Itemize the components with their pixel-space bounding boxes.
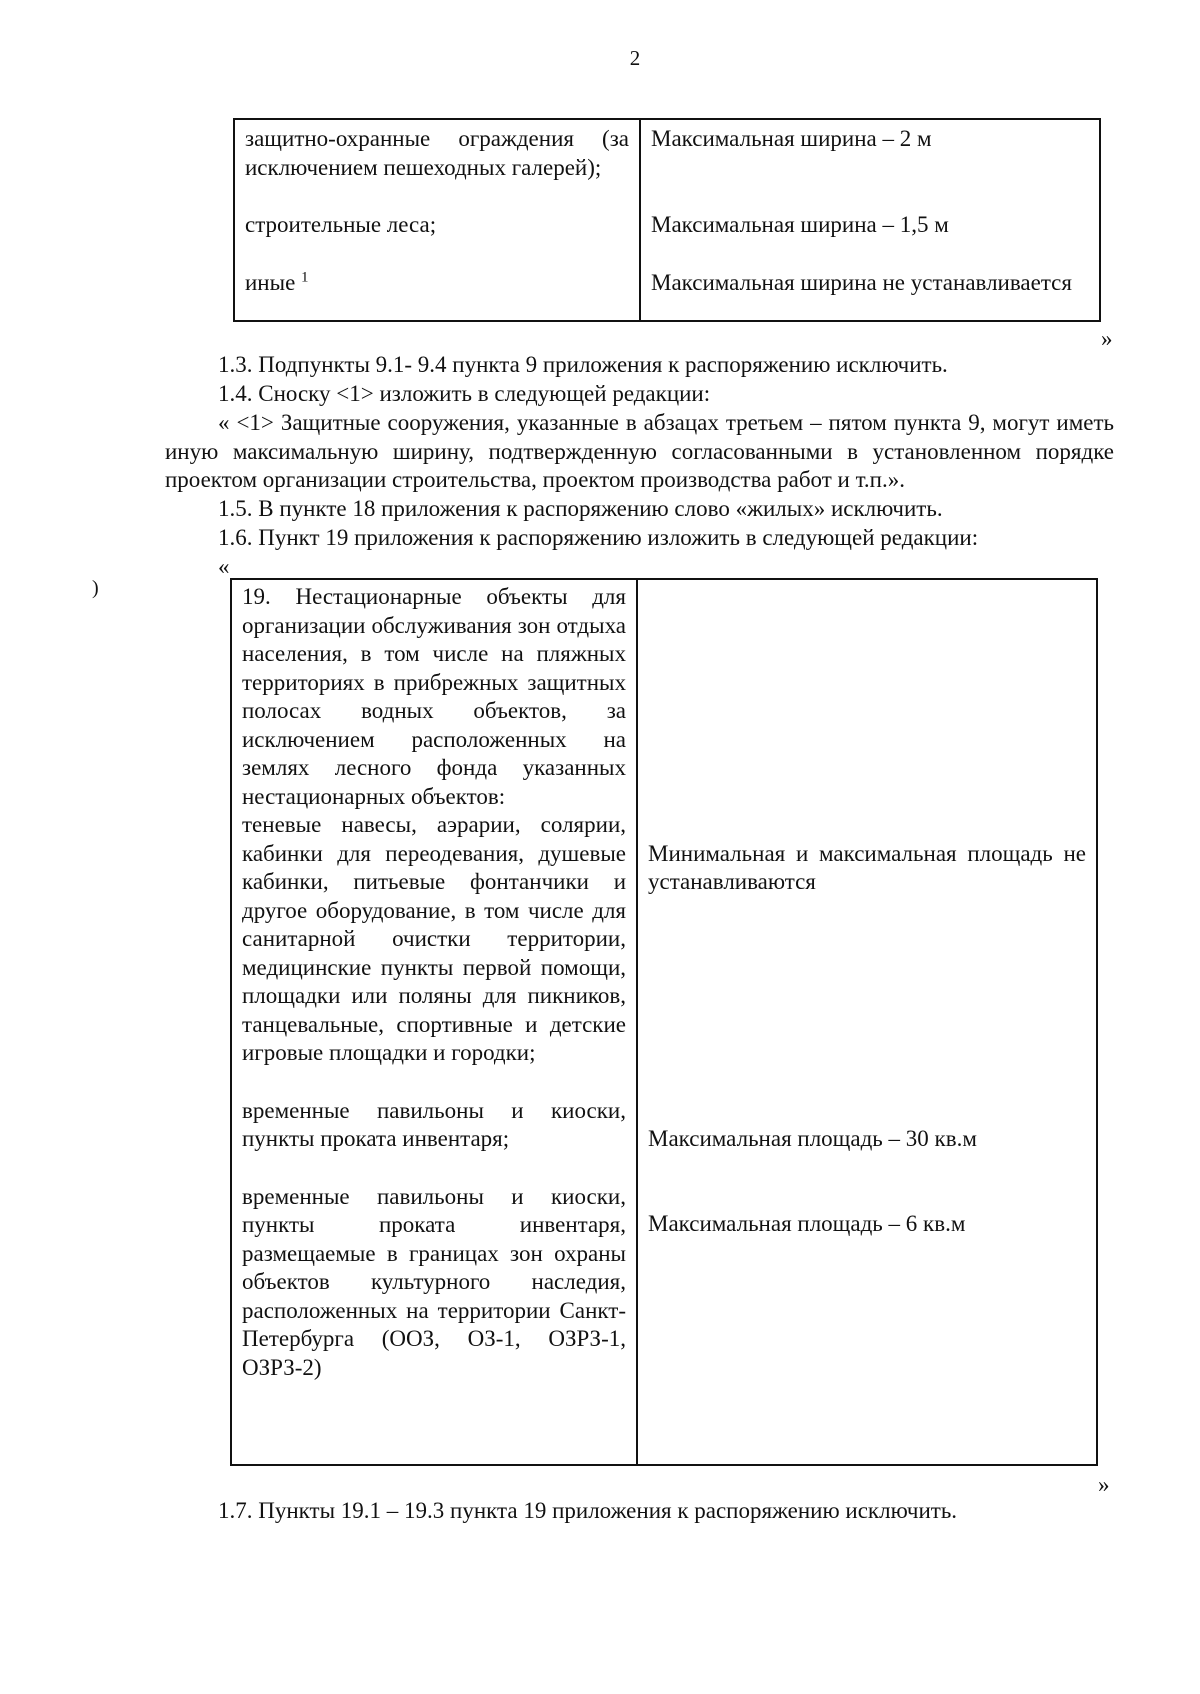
table2-row-right: Максимальная площадь – 30 кв.м	[648, 1125, 977, 1151]
closing-quote: »	[1101, 326, 1113, 351]
paragraph-1-5: 1.5. В пункте 18 приложения к распоряжению слово «жилых» исключить.	[218, 496, 943, 521]
table1-row-right: Максимальная ширина – 2 м	[651, 126, 932, 151]
paragraph-1-7: 1.7. Пункты 19.1 – 19.3 пункта 19 приложения к распоряжению исключить.	[218, 1498, 958, 1523]
paragraph-1-4: 1.4. Сноску <1> изложить в следующей редакции:	[218, 381, 711, 406]
table1-left-column	[234, 119, 640, 321]
table1-row-right: Максимальная ширина – 1,5 м	[651, 212, 949, 237]
table2-row-left: временные павильоны и киоски, пункты проката инвентаря, размещаемые в границах зон охраны объектов культурного наследия, расположенных на территории Санкт-Петербурга (ООЗ, ОЗ-1, ОЗРЗ-1, ОЗРЗ-2)	[242, 1183, 626, 1380]
table2-left-column	[231, 579, 637, 1465]
table2-row-left: теневые навесы, аэрарии, солярии, кабинки для переодевания, душевые кабинки, питьевые фонтанчики и другое оборудование, в том числе для санитарной очистки территории, медицинские пункты первой помощи, площадки или поляны для пикников, танцевальные, спортивные и детские игровые площадки и городки;	[242, 812, 626, 1065]
stray-mark: )	[92, 577, 99, 599]
table2-heading: 19. Нестационарные объекты для организации обслуживания зон отдыха населения, в том числе на пляжных территориях в прибрежных защитных полосах водных объектов, за исключением расположенных на землях лесного фонда указанных нестационарных объектов:	[242, 584, 626, 809]
closing-quote: »	[1098, 1472, 1110, 1497]
table1-row-right: Максимальная ширина не устанавливается	[651, 269, 1072, 295]
table1-row-left: иные $^1$	[245, 268, 309, 295]
table1-right-column	[640, 119, 1100, 321]
opening-quote: «	[218, 554, 230, 579]
paragraph-1-3: 1.3. Подпункты 9.1- 9.4 пункта 9 приложения к распоряжению исключить.	[218, 352, 948, 377]
table2-row-right: Минимальная и максимальная площадь не устанавливаются	[648, 840, 1086, 894]
table2-row-right: Максимальная площадь – 6 кв.м	[648, 1211, 966, 1236]
paragraph-1-4-footnote-text: « <1> Защитные сооружения, указанные в абзацах третьем – пятом пункта 9, могут иметь иную максимальную ширину, подтвержденную согласованными в установленном порядке проектом организации строительства, проектом производства работ и т.п.».	[165, 410, 1114, 492]
footnote-marker: 1	[301, 268, 309, 285]
table1-row-left: защитно-охранные ограждения (за исключением пешеходных галерей);	[245, 126, 629, 180]
page-number: 2	[629, 46, 641, 70]
table-protective-structures	[233, 118, 1101, 322]
table-beach-objects	[230, 578, 1098, 1466]
table2-right-column	[637, 579, 1097, 1465]
table2-row-left: временные павильоны и киоски, пункты проката инвентаря;	[242, 1097, 626, 1151]
table1-row-left: строительные леса;	[245, 212, 437, 237]
paragraph-1-6: 1.6. Пункт 19 приложения к распоряжению изложить в следующей редакции:	[218, 525, 979, 550]
